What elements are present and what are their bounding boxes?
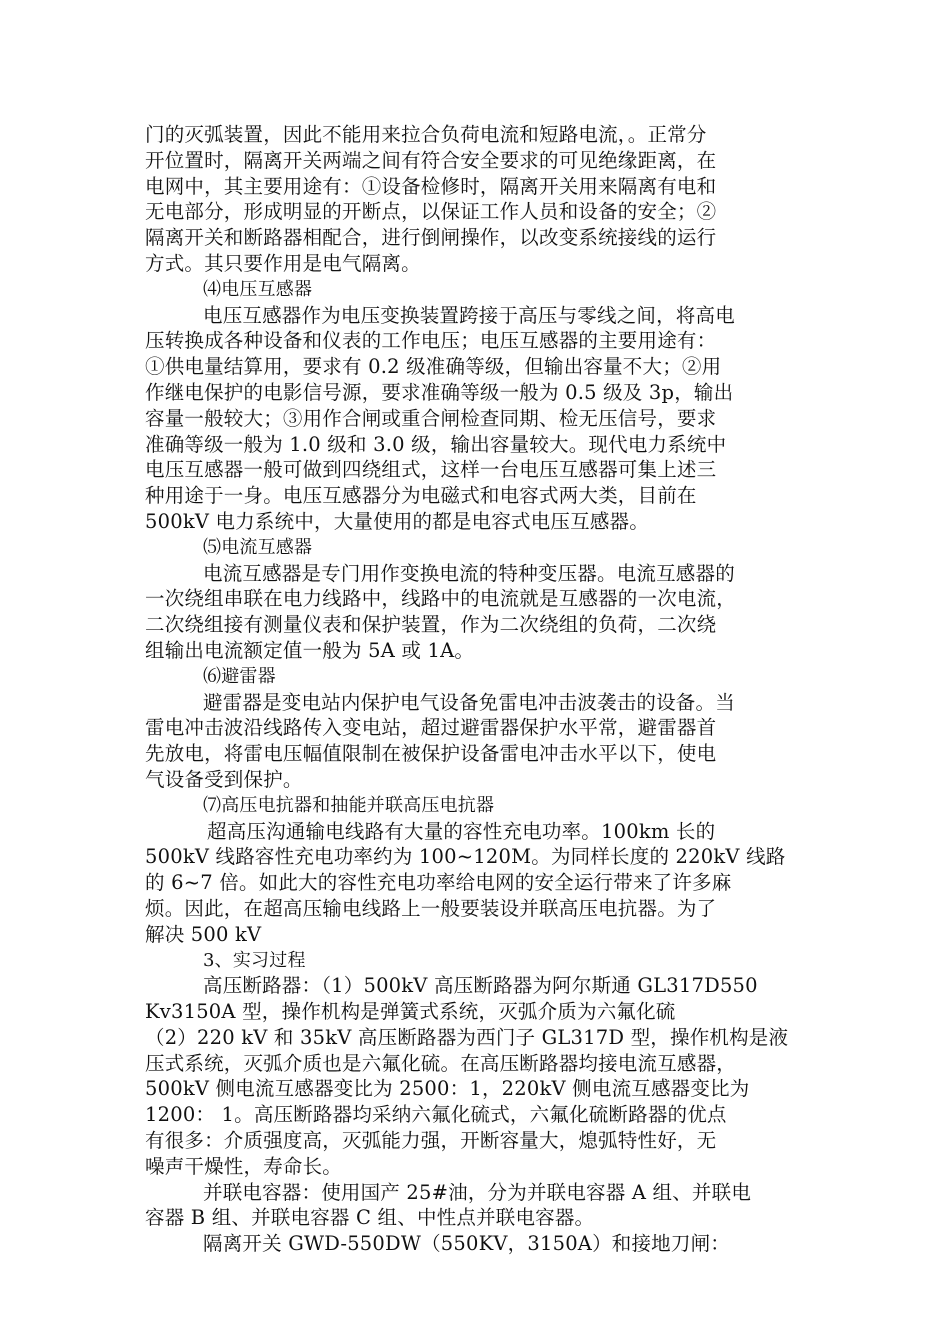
text-line: 容器 B 组、并联电容器 C 组、中性点并联电容器。 xyxy=(145,1206,595,1230)
paragraph-shunt-reactor xyxy=(145,819,815,948)
text-line: 作继电保护的电影信号源，要求准确等级一般为 0.5 级及 3p，输出 xyxy=(145,380,734,404)
text-line: 500kV 电力系统中，大量使用的都是电容式电压互感器。 xyxy=(145,509,649,533)
paragraph-current-transformer xyxy=(145,561,815,664)
text-line: 容量一般较大；③用作合闸或重合闸检查同期、检无压信号，要求 xyxy=(145,406,717,430)
text-line: 组输出电流额定值一般为 5A 或 1A。 xyxy=(145,638,475,662)
text-line: 500kV 侧电流互感器变比为 2500：1，220kV 侧电流互感器变比为 xyxy=(145,1077,750,1101)
text-line: 开位置时，隔离开关两端之间有符合安全要求的可见绝缘距离，在 xyxy=(145,148,717,172)
text-line: （2）220 kV 和 35kV 高压断路器为西门子 GL317D 型，操作机构是液 xyxy=(145,1025,789,1049)
text-line: 先放电，将雷电压幅值限制在被保护设备雷电冲击水平以下，使电 xyxy=(145,742,717,766)
text-line: 超高压沟通输电线路有大量的容性充电功率。100km 长的 xyxy=(207,819,716,843)
heading-lightning-arrester: ⑹避雷器 xyxy=(203,665,276,687)
text-line: 隔离开关 GWD-550DW（550KV，3150A）和接地刀闸： xyxy=(203,1232,730,1256)
text-line: 二次绕组接有测量仪表和保护装置，作为二次绕组的负荷，二次绕 xyxy=(145,613,717,637)
text-line: 无电部分，形成明显的开断点，以保证工作人员和设备的安全；② xyxy=(145,200,717,224)
heading-current-transformer: ⑸电流互感器 xyxy=(203,536,313,558)
text-line: 电压互感器一般可做到四绕组式，这样一台电压互感器可集上述三 xyxy=(145,458,717,482)
text-line: 烦。因此，在超高压输电线路上一般要装设并联高压电抗器。为了 xyxy=(145,896,717,920)
text-line: 电流互感器是专门用作变换电流的特种变压器。电流互感器的 xyxy=(203,561,735,585)
heading-voltage-transformer: ⑷电压互感器 xyxy=(203,278,313,300)
text-line: 高压断路器：（1）500kV 高压断路器为阿尔斯通 GL317D550 xyxy=(203,974,758,998)
text-line: 方式。其只要作用是电气隔离。 xyxy=(145,251,421,275)
text-line: 并联电容器：使用国产 25#油，分为并联电容器 A 组、并联电 xyxy=(203,1180,752,1204)
text-line: 门的灭弧装置，因此不能用来拉合负荷电流和短路电流，。正常分 xyxy=(145,123,707,146)
text-line: 准确等级一般为 1.0 级和 3.0 级，输出容量较大。现代电力系统中 xyxy=(145,432,727,456)
text-line: 避雷器是变电站内保护电气设备免雷电冲击波袭击的设备。当 xyxy=(203,690,735,714)
text-line: 解决 500 kV xyxy=(145,922,262,946)
paragraph-shunt-capacitor xyxy=(145,1180,815,1232)
document-body xyxy=(145,122,815,1257)
text-line: 噪声干燥性，寿命长。 xyxy=(145,1154,343,1178)
text-line: 压式系统，灭弧介质也是六氟化硫。在高压断路器均接电流互感器， xyxy=(145,1051,737,1075)
text-line: 气设备受到保护。 xyxy=(145,767,303,791)
text-line: 1200： 1。高压断路器均采纳六氟化硫式，六氟化硫断路器的优点 xyxy=(145,1103,727,1127)
text-line: 的 6~7 倍。如此大的容性充电功率给电网的安全运行带来了许多麻 xyxy=(145,871,732,895)
text-line: ①供电量结算用，要求有 0.2 级准确等级，但输出容量不大；②用 xyxy=(145,355,722,379)
text-line: 隔离开关和断路器相配合，进行倒闸操作，以改变系统接线的运行 xyxy=(145,226,717,250)
heading-shunt-reactor: ⑺高压电抗器和抽能并联高压电抗器 xyxy=(203,794,495,816)
text-line: 有很多：介质强度高，灭弧能力强，开断容量大，熄弧特性好，无 xyxy=(145,1129,717,1153)
heading-internship-process: 3、实习过程 xyxy=(203,949,306,971)
text-line: 一次绕组串联在电力线路中，线路中的电流就是互感器的一次电流， xyxy=(145,587,737,611)
text-line: 雷电冲击波沿线路传入变电站，超过避雷器保护水平常，避雷器首 xyxy=(145,716,717,740)
text-line: Kv3150A 型，操作机构是弹簧式系统，灭弧介质为六氟化硫 xyxy=(145,1000,676,1024)
paragraph-lightning-arrester xyxy=(145,690,815,793)
text-line: 500kV 线路容性充电功率约为 100~120M。为同样长度的 220kV 线路 xyxy=(145,845,786,869)
paragraph-circuit-breaker xyxy=(145,973,815,1179)
text-line: 压转换成各种设备和仪表的工作电压；电压互感器的主要用途有： xyxy=(145,329,717,353)
paragraph-voltage-transformer xyxy=(145,303,815,535)
text-line: 种用途于一身。电压互感器分为电磁式和电容式两大类，目前在 xyxy=(145,484,697,508)
paragraph-disconnect-switch xyxy=(145,1231,815,1257)
text-line: 电压互感器作为电压变换装置跨接于高压与零线之间，将高电 xyxy=(203,303,735,327)
paragraph-isolator-description xyxy=(145,122,815,277)
text-line: 电网中，其主要用途有：①设备检修时，隔离开关用来隔离有电和 xyxy=(145,174,717,198)
